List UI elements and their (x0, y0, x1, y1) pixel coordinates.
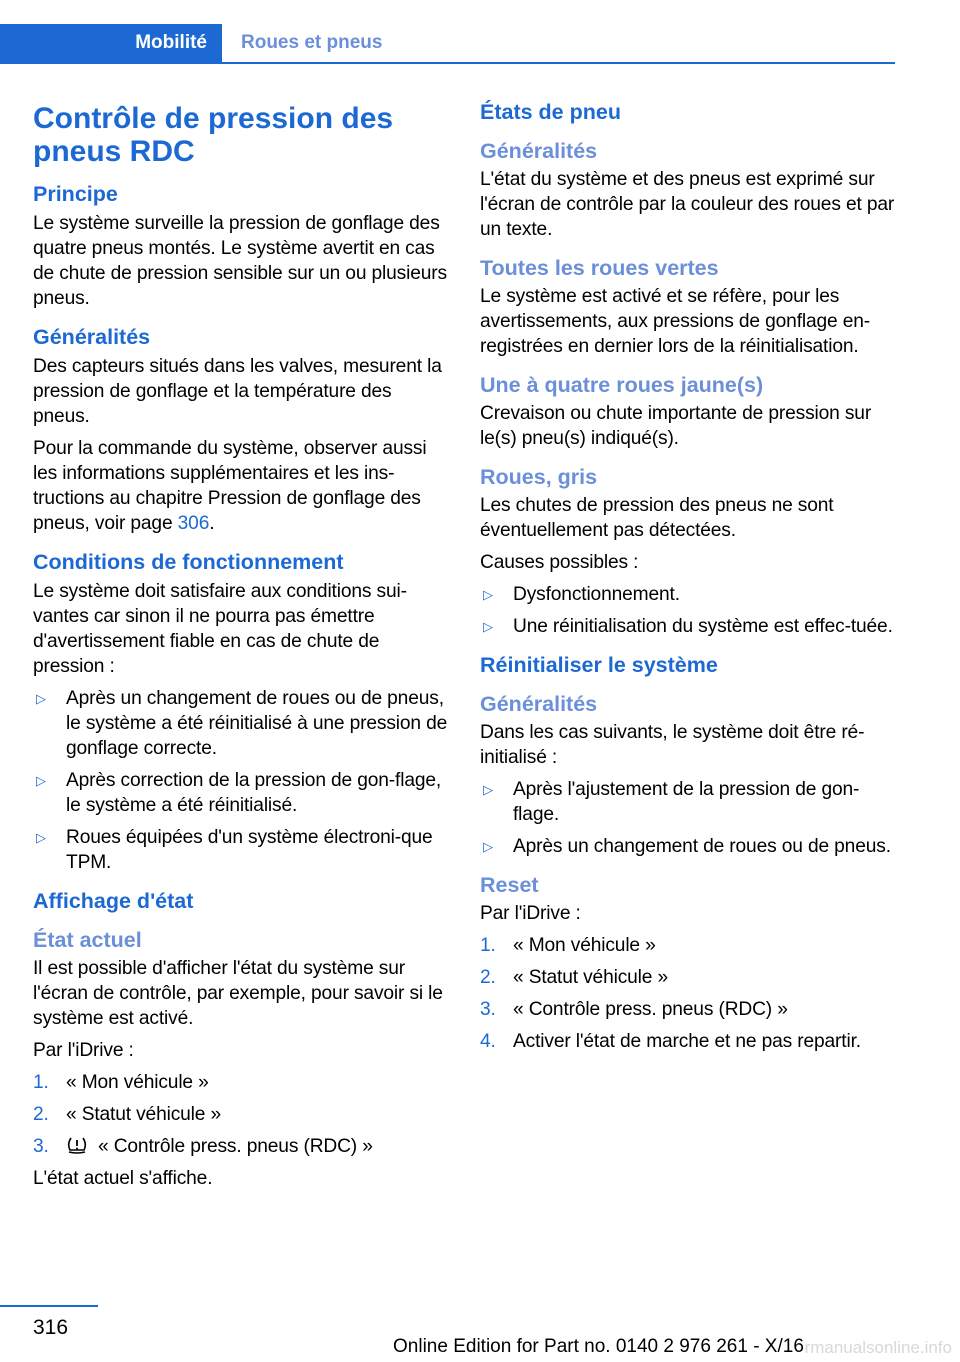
roues-gris-heading: Roues, gris (480, 465, 598, 489)
steps-list (33, 1070, 453, 1159)
roues-gris-text: Les chutes de pression des pneus ne sont éventuellement pas détectées. (480, 495, 834, 541)
reset-heading: Reset (480, 873, 539, 897)
principe-heading: Principe (33, 182, 118, 206)
generalites-text: L'état du système et des pneus est exprimé sur l'écran de contrôle par la couleur des roues et par un texte. (480, 169, 895, 240)
triangle-right-icon: ▷ (36, 830, 46, 845)
list-item (480, 614, 900, 639)
roues-jaunes-text: Crevaison ou chute importante de pression sur le(s) pneu(s) indiqué(s). (480, 403, 872, 449)
page-title: Contrôle de pression des pneus RDC (33, 102, 394, 168)
conditions-heading: Conditions de fonctionnement (33, 550, 344, 574)
watermark: rmanualsonline.info (804, 1338, 952, 1357)
list-item (480, 997, 900, 1022)
idrive-label: Par l'iDrive : (480, 903, 581, 924)
list-item-text: Une réinitialisation du système est effec‐tuée. (513, 616, 893, 637)
list-item-text: Après un changement de roues ou de pneus. (513, 836, 891, 857)
step-number: 3. (33, 1136, 49, 1157)
step-number: 1. (480, 935, 496, 956)
right-column (480, 100, 900, 1061)
conditions-list (33, 686, 453, 875)
step-text: « Statut véhicule » (66, 1104, 222, 1125)
step-text: Activer l'état de marche et ne pas repartir. (513, 1031, 861, 1052)
list-item-text: Dysfonctionnement. (513, 584, 680, 605)
idrive-label: Par l'iDrive : (33, 1040, 134, 1061)
triangle-right-icon: ▷ (483, 839, 493, 854)
list-item (480, 834, 900, 859)
list-item-text: Après correction de la pression de gon‐flage, le système a été réinitialisé. (66, 770, 442, 816)
tab-mobilite[interactable]: Mobilité (0, 24, 222, 62)
affichage-heading: Affichage d'état (33, 889, 194, 913)
generalites-text-2 (33, 436, 453, 536)
footer-divider (0, 1305, 98, 1307)
list-item (33, 825, 453, 875)
conditions-text: Le système doit satisfaire aux conditions sui‐vantes car sinon il ne pourra pas émettre d'avertissement fiable en cas de chute de pression : (33, 581, 407, 677)
step-text: « Mon véhicule » (66, 1072, 209, 1093)
etat-actuel-heading: État actuel (33, 928, 142, 952)
list-item (33, 1102, 453, 1127)
list-item (480, 933, 900, 958)
list-item (33, 686, 453, 761)
generalites-text-2-end: . (209, 513, 215, 534)
page-number: 316 (33, 1316, 69, 1339)
generalites-text-2-body: Pour la commande du système, observer aussi les informations supplémentaires et les ins‐tructions au chapitre Pression de gonflage des pneus, voir page (33, 438, 427, 534)
step-text: « Statut véhicule » (513, 967, 669, 988)
list-item (480, 1029, 900, 1054)
roues-vertes-heading: Toutes les roues vertes (480, 256, 719, 280)
roues-vertes-text: Le système est activé et se réfère, pour les avertissements, aux pressions de gonflage en‐registrées en dernier lors de la réinitialisation. (480, 286, 871, 357)
step-text: « Contrôle press. pneus (RDC) » (513, 999, 788, 1020)
principe-text: Le système surveille la pression de gonflage des quatre pneus montés. Le système avertit en cas de chute de pression sensible sur un ou plusieurs pneus. (33, 213, 447, 309)
step-number: 1. (33, 1072, 49, 1093)
list-item (480, 965, 900, 990)
header-bar (0, 24, 895, 64)
page-reference-link[interactable]: 306 (177, 513, 210, 534)
tab-roues-et-pneus[interactable]: Roues et pneus (241, 32, 383, 53)
list-item-text: Après l'ajustement de la pression de gon‐flage. (513, 779, 860, 825)
step-number: 4. (480, 1031, 496, 1052)
roues-jaunes-heading: Une à quatre roues jaune(s) (480, 373, 764, 397)
generalites-heading: Généralités (480, 139, 598, 163)
causes-list (480, 582, 900, 639)
list-item (33, 768, 453, 818)
list-item-text: Roues équipées d'un système électroni‐que TPM. (66, 827, 433, 873)
triangle-right-icon: ▷ (483, 619, 493, 634)
triangle-right-icon: ▷ (483, 587, 493, 602)
reinit-text: Dans les cas suivants, le système doit être ré‐initialisé : (480, 722, 865, 768)
step-text: « Contrôle press. pneus (RDC) » (98, 1136, 373, 1157)
list-item (33, 1070, 453, 1095)
tire-pressure-warning-icon (66, 1135, 88, 1155)
list-item (480, 582, 900, 607)
generalites-heading: Généralités (33, 325, 151, 349)
list-item (480, 777, 900, 827)
reset-steps-list (480, 933, 900, 1054)
generalites-text-1: Des capteurs situés dans les valves, mesurent la pression de gonflage et la température des pneus. (33, 356, 442, 427)
step-number: 2. (33, 1104, 49, 1125)
reinit-list (480, 777, 900, 859)
list-item-text: Après un changement de roues ou de pneus, le système a été réinitialisé à une pression de gonflage correcte. (66, 688, 448, 759)
edition-text: Online Edition for Part no. 0140 2 976 261 - X/16 (393, 1336, 804, 1357)
step-text: « Mon véhicule » (513, 935, 656, 956)
result-text: L'état actuel s'affiche. (33, 1168, 213, 1189)
etats-heading: États de pneu (480, 100, 621, 124)
triangle-right-icon: ▷ (36, 773, 46, 788)
causes-label: Causes possibles : (480, 552, 639, 573)
reinit-heading: Réinitialiser le système (480, 653, 718, 677)
etat-actuel-text: Il est possible d'afficher l'état du système sur l'écran de contrôle, par exemple, pour savoir si le système est activé. (33, 958, 443, 1029)
triangle-right-icon: ▷ (483, 782, 493, 797)
list-item (33, 1134, 453, 1159)
left-column (33, 100, 453, 1198)
step-number: 3. (480, 999, 496, 1020)
reinit-generalites-heading: Généralités (480, 692, 598, 716)
step-number: 2. (480, 967, 496, 988)
triangle-right-icon: ▷ (36, 691, 46, 706)
